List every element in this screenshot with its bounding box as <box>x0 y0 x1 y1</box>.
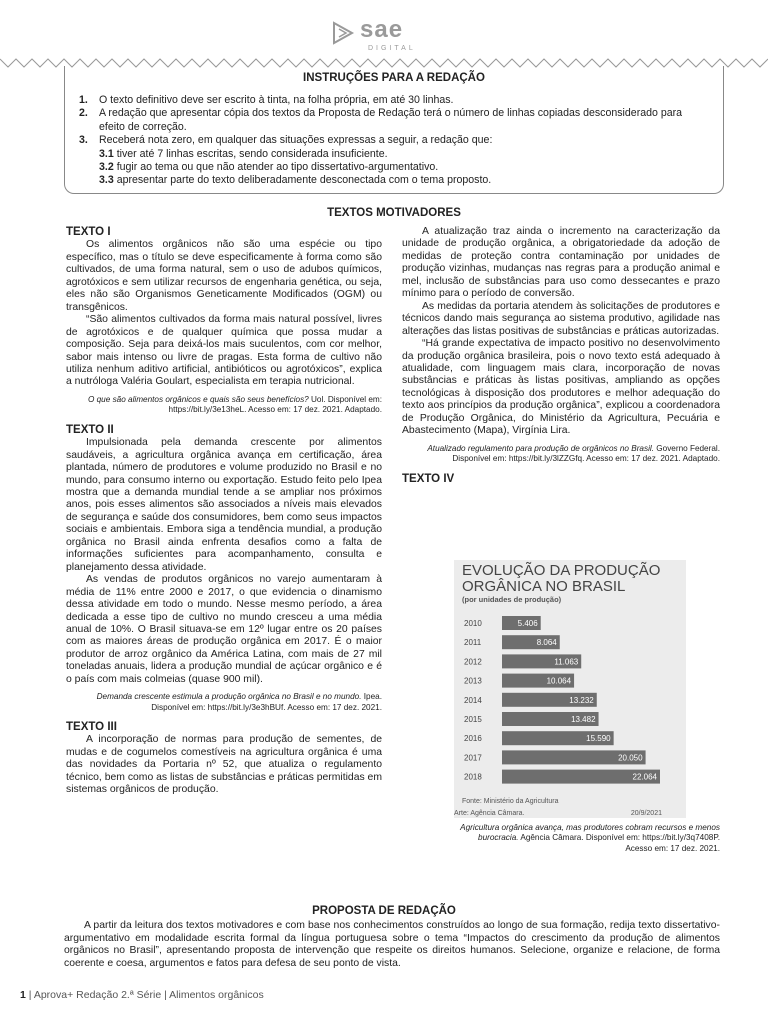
instruction-subitem <box>79 148 709 161</box>
chart-subtitle: (por unidades de produção) <box>462 595 562 604</box>
sae-logo <box>330 18 440 54</box>
texto4-source <box>454 823 720 854</box>
instruction-num: 2. <box>79 107 88 120</box>
chart-year-label: 2011 <box>464 638 482 648</box>
instruction-subitem <box>79 174 709 187</box>
instruction-text: Receberá nota zero, em qualquer das situações expressas a seguir, a redação que: <box>99 134 493 147</box>
chart-year-label: 2015 <box>464 715 482 724</box>
chart-value-label: 8.064 <box>536 638 557 648</box>
chart-value-label: 13.232 <box>569 695 594 705</box>
instruction-item <box>79 107 709 134</box>
instruction-num: 3. <box>79 134 88 147</box>
texto3-source <box>402 444 720 465</box>
chart-value-label: 22.064 <box>632 772 657 782</box>
chart-year-label: 2016 <box>464 734 482 744</box>
right-column <box>402 226 720 486</box>
source-title: Demanda crescente estimula a produção orgânica no Brasil e no mundo. <box>96 692 362 702</box>
left-column <box>66 226 382 797</box>
instructions-list <box>79 94 709 188</box>
texto1-heading: TEXTO I <box>66 226 111 238</box>
chart-credit <box>454 810 686 817</box>
texto3-paragraph: A atualização traz ainda o incremento na caracterização da unidade de produção orgânica, a obrigatoriedade da adoção de medidas de proteção contra contaminação por unidades de produção vizinhas, mudanças nas regras para a produção animal e mel, inclusão de substâncias para uso como dessecantes e prazo mínimo para o período de conversão. <box>402 226 720 300</box>
instructions-box <box>64 66 724 194</box>
chart-value-label: 5.406 <box>517 619 538 628</box>
subitem-num: 3.3 <box>99 174 114 187</box>
proposta-paragraph: A partir da leitura dos textos motivadores e com base nos conhecimentos construídos ao longo de sua formação, redija texto dissertativo-argumentativo em modalidade escrita formal da língua portuguesa sobre o tema “Impactos do crescimento da produção de alimentos orgânicos no Brasil”, apresentando proposta de intervenção que respeite os direitos humanos. Selecione, organize e relacione, de forma coerente e coesa, argumentos e fatos para defesa de seu ponto de vista. <box>64 920 720 969</box>
chart-year-label: 2010 <box>464 619 482 628</box>
motivadores-title: TEXTOS MOTIVADORES <box>327 207 461 219</box>
proposta-title: PROPOSTA DE REDAÇÃO <box>312 905 456 917</box>
source-title: Agricultura orgânica avança, mas produtores cobram recursos e menos burocracia. <box>460 823 720 843</box>
subitem-num: 3.1 <box>99 147 114 160</box>
texto3-paragraph: “Há grande expectativa de impacto positivo no desenvolvimento da produção orgânica brasileira, pois o novo texto está adequado à atualidade, com linguagem mais clara, incorporação de novas substâncias e práticas às listas positivas, ampliando as opções tecnológicas à disposição dos produtores e melhor adequação do texto aos princípios da produção orgânica”, explicou a coordenadora de Produção Orgânica, do Ministério da Agricultura, Pecuária e Abastecimento (Mapa), Virgínia Lira. <box>402 338 720 437</box>
subitem-text: apresentar parte do texto deliberadamente desconectada com o tema proposto. <box>116 174 492 187</box>
texto1-paragraph: Os alimentos orgânicos não são uma espécie ou tipo específico, mas o título se deve especificamente à forma como são cultivados, de uma forma natural, sem o uso de adubos químicos, agrotóxicos e sem utilizar recursos de engenharia genética, ou seja, eles não são Organismos Geneticamente Modificados (OGM) ou transgênicos. <box>66 239 382 313</box>
logo-sub: DIGITAL <box>368 45 416 52</box>
proposta-text <box>64 920 720 970</box>
chart-value-label: 13.482 <box>571 715 596 724</box>
source-ref: Ipea. Disponível em: https://bit.ly/3e3hBUf. Acesso em: 17 dez. 2021. <box>151 692 382 712</box>
chart-source: Fonte: Ministério da Agricultura <box>462 798 559 805</box>
chart-bars <box>454 610 686 810</box>
subitem-text: tiver até 7 linhas escritas, sendo considerada insuficiente. <box>116 147 388 160</box>
chart-value-label: 10.064 <box>546 676 572 686</box>
instruction-subitem <box>79 161 709 174</box>
source-ref: Governo Federal. Disponível em: https://bit.ly/3lZZGfq. Acesso em: 17 dez. 2021. Adaptado. <box>452 443 720 464</box>
source-ref: Uol. Disponível em: https://bit.ly/3e13heL. Acesso em: 17 dez. 2021. Adaptado. <box>168 394 382 415</box>
sae-logo-mark-icon <box>330 20 356 46</box>
texto2-heading: TEXTO II <box>66 423 114 436</box>
chart-year-label: 2018 <box>464 772 482 782</box>
instruction-text: A redação que apresentar cópia dos textos da Proposta de Redação terá o número de linhas copiadas desconsiderado para efeito de correção. <box>99 107 683 133</box>
instruction-item <box>79 94 709 107</box>
texto1-source <box>66 395 382 416</box>
logo-text: sae <box>360 16 404 43</box>
page-number: 1 <box>20 989 26 1001</box>
texto2-paragraph: As vendas de produtos orgânicos no varejo aumentaram à média de 11% entre 2000 e 2017, o que evidencia o dinamismo dessa atividade em todo o mundo. Nesse mesmo período, a área dedicada a esse tipo de cultivo no mundo cresceu a uma média anual de 10%. O Brasil situava-se em 12º lugar entre os 20 países com as maiores áreas de produção orgânica em 2017. É o maior produtor de arroz orgânico da América Latina, com mais de 27 mil toneladas anuais, lidera a produção mundial de açúcar orgânico e é o país com mais colmeias (quase 900 mil). <box>66 574 382 685</box>
texto3-paragraph: As medidas da portaria atendem às solicitações de produtores e técnicos dando mais segurança ao sistema produtivo, agilidade nas alterações das listas positivas de substâncias e práticas autorizadas. <box>402 300 720 337</box>
page-footer: 1 | Aprova+ Redação 2.ª Série | Alimentos orgânicos <box>20 989 264 1001</box>
instruction-item <box>79 134 709 147</box>
texto4-heading: TEXTO IV <box>402 472 455 485</box>
source-ref: Agência Câmara. Disponível em: https://bit.ly/3q7408P. Acesso em: 17 dez. 2021. <box>518 833 720 853</box>
subitem-text: fugir ao tema ou que não atender ao tipo dissertativo-argumentativo. <box>116 161 439 174</box>
texto3-paragraph: A incorporação de normas para produção de sementes, de mudas e de cogumelos comestíveis na agricultura orgânica é uma das novidades da Portaria nº 52, que atualiza o regulamento técnico, bem como as listas de substâncias e práticas permitidas em sistemas orgânicos de produção. <box>66 734 382 796</box>
instruction-text: O texto definitivo deve ser escrito à tinta, na folha própria, em até 30 linhas. <box>99 94 454 106</box>
texto4-source-wrap <box>454 823 720 854</box>
production-chart <box>454 560 686 818</box>
chart-title <box>462 563 660 595</box>
texto2-paragraph: Impulsionada pela demanda crescente por alimentos saudáveis, a agricultura orgânica avança em certificação, área plantada, número de produtores e volume produzido no Brasil e no mundo, para consumo interno ou exportação. Estudo feito pelo Ipea mostra que a demanda mundial tende a se ampliar nos próximos anos, pois esses alimentos são associados a níveis mais elevados de segurança e saúde dos consumidores, bem como seus impactos sociais e ambientais. Embora siga a tendência mundial, a produção orgânica no Brasil ainda enfrenta desafios como a falta de informações suficientes para acompanhamento, consulta e planejamento dessa atividade. <box>66 437 382 573</box>
instruction-num: 1. <box>79 94 88 106</box>
credit-date: 20/9/2021 <box>630 810 662 817</box>
chart-value-label: 11.063 <box>554 657 579 667</box>
source-title: Atualizado regulamento para produção de orgânicos no Brasil. <box>427 443 654 453</box>
chart-year-label: 2012 <box>464 657 482 667</box>
texto1-paragraph: “São alimentos cultivados da forma mais natural possível, livres de agrotóxicos e de qualquer química que possa mudar a composição. Seja para deixá-los mais suculentos, com cor melhor, sabor mais intenso ou livre de pragas. Esta forma de cultivo não utiliza nenhum aditivo artificial, antibióticos ou agrotóxicos”, explica a nutróloga Valéria Goulart, especialista em terapia nutricional. <box>66 314 382 388</box>
chart-value-label: 15.590 <box>586 734 611 744</box>
subitem-num: 3.2 <box>99 161 114 174</box>
credit-left: Arte: Agência Câmara. <box>454 810 525 817</box>
chart-title-line: ORGÂNICA NO BRASIL <box>462 578 626 595</box>
texto3-heading: TEXTO III <box>66 721 117 734</box>
instructions-title: INSTRUÇÕES PARA A REDAÇÃO <box>303 72 485 84</box>
chart-year-label: 2014 <box>464 695 482 705</box>
texto2-source <box>66 692 382 713</box>
chart-year-label: 2013 <box>464 676 482 686</box>
chart-year-label: 2017 <box>464 753 482 763</box>
source-title: O que são alimentos orgânicos e quais são seus benefícios? <box>87 394 309 404</box>
chart-title-line: EVOLUÇÃO DA PRODUÇÃO <box>462 562 661 579</box>
chart-value-label: 20.050 <box>618 753 643 763</box>
footer-text: Aprova+ Redação 2.ª Série | Alimentos orgânicos <box>33 989 264 1001</box>
